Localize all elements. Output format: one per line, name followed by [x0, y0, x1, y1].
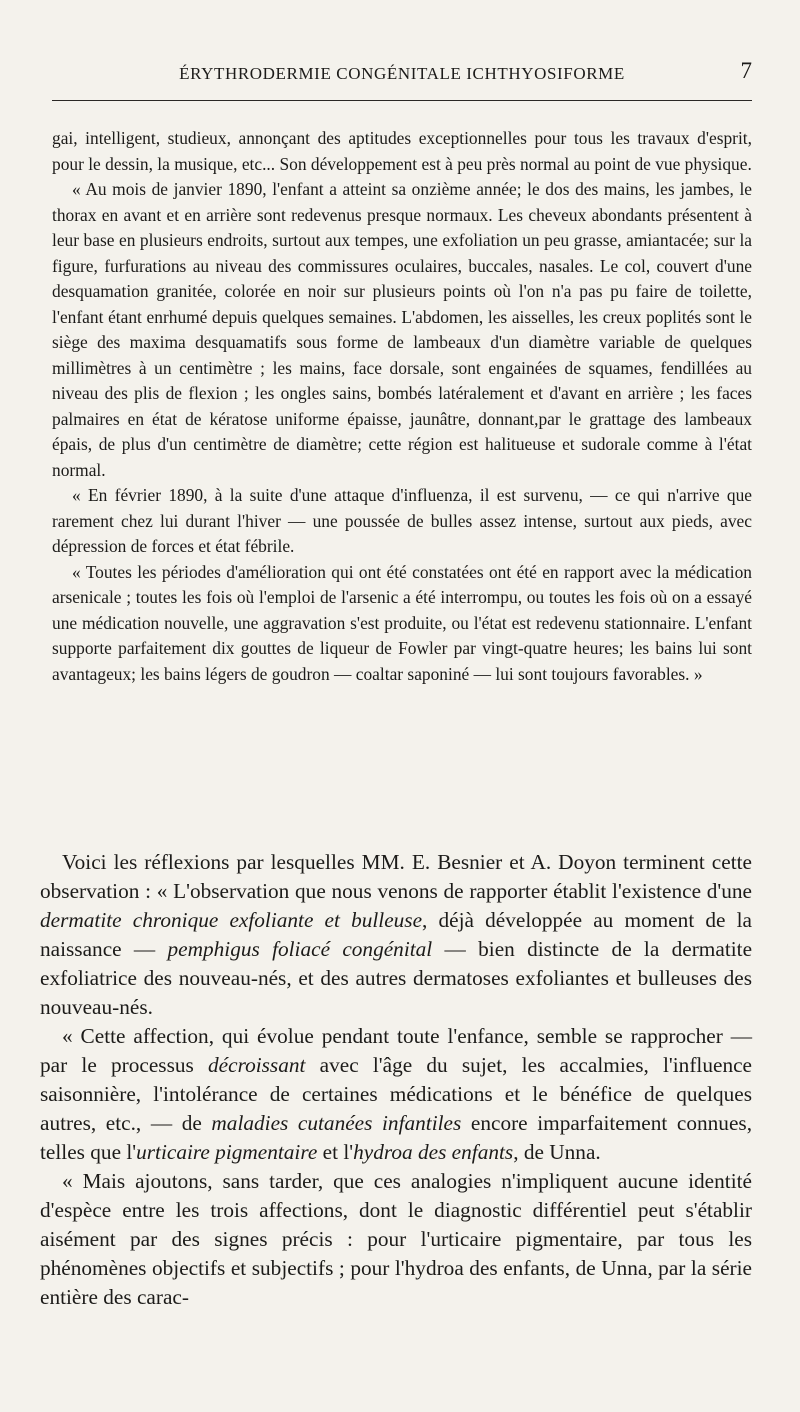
italic-term: pemphigus foliacé congénital — [167, 937, 433, 961]
text-run: , de Unna. — [513, 1140, 601, 1164]
paragraph: gai, intelligent, studieux, annonçant des aptitudes exceptionnelles pour tous les travaux d'esprit, pour le dessin, la musique, etc... Son développement est à peu près normal au point de vue physique. — [52, 128, 752, 174]
italic-term: dermatite chronique exfoliante et bulleuse — [40, 908, 423, 932]
italic-term: décroissant — [208, 1053, 306, 1077]
quoted-observation — [52, 126, 752, 687]
italic-term: urticaire pigmentaire — [136, 1140, 318, 1164]
paragraph: « Toutes les périodes d'amélioration qui ont été constatées ont été en rapport avec la médication arsenicale ; toutes les fois où l'emploi de l'arsenic a été interrompu, ou toutes les fois où on a essayé une médication nouvelle, une aggravation s'est produite, ou l'état est redevenu stationnaire. L'enfant supporte parfaitement dix gouttes de liqueur de Fowler par vingt-quatre heures; les bains lui sont avantageux; les bains légers de goudron — coaltar saponiné — lui sont toujours favorables. » — [52, 561, 752, 684]
text-run: « Cette affection, qui évolue pendant toute l'enfance, semble se rapprocher — par le processus — [40, 1024, 752, 1077]
running-title: ÉRYTHRODERMIE CONGÉNITALE ICHTHYOSIFORME — [179, 64, 625, 83]
italic-term: hydroa des enfants — [353, 1140, 514, 1164]
paragraph: « Mais ajoutons, sans tarder, que ces analogies n'impliquent aucune identité d'espèce entre les trois affections, dont le diagnostic différentiel peut s'établir aisément par des signes précis : pour l'urticaire pigmentaire, par tous les phénomènes objectifs et subjectifs ; pour l'hydroa des enfants, de Unna, par la série entière des carac- — [40, 1169, 752, 1309]
text-run: avec l'âge du sujet, les accalmies, l'influence saisonnière, l'intolérance de certaines médications et le bénéfice de quelques autres, etc., — de — [40, 1053, 752, 1135]
paragraph: « Au mois de janvier 1890, l'enfant a atteint sa onzième année; le dos des mains, les jambes, le thorax en avant et en arrière sont redevenus presque normaux. Les cheveux abondants présentent à leur base en plusieurs endroits, surtout aux tempes, une exfoliation un peu grasse, amiantacée; sur la figure, furfurations au niveau des commissures oculaires, buccales, nasales. Le col, couvert d'une desquamation granitée, colorée en noir sur plusieurs points où l'on n'a pas pu faire de toilette, l'enfant étant enrhumé depuis quelques semaines. L'abdomen, les aisselles, les creux poplités sont le siège des maxima desquamatifs sous forme de lambeaux d'un diamètre variable de quelques millimètres à un centimètre ; les mains, face dorsale, sont engainées de squames, fendillées au niveau des plis de flexion ; les ongles sains, bombés latéralement et d'avant en arrière ; les faces palmaires en état de kératose uniforme épaisse, jaunâtre, donnant,par le grattage des lambeaux épais, de plus d'un centimètre de diamètre; cette région est halitueuse et sudorale comme à l'état normal. — [52, 179, 752, 480]
header-rule — [52, 100, 752, 101]
text-run: — bien distincte de la dermatite exfoliatrice des nouveau-nés, et des autres dermatoses exfoliantes et bulleuses des nouveau-nés. — [40, 937, 753, 1019]
text-run: Voici les réflexions par lesquelles MM. E. Besnier et A. Doyon terminent cette observation : « L'observation que nous venons de rapporter établit l'existence d'une — [40, 850, 752, 903]
page-number: 7 — [740, 58, 752, 83]
text-run: encore imparfaitement connues, telles que l' — [40, 1111, 753, 1164]
italic-term: maladies cutanées infantiles — [211, 1111, 462, 1135]
running-head — [52, 58, 752, 88]
commentary — [40, 848, 752, 1312]
text-run: , déjà développée au moment de la naissance — — [40, 908, 752, 961]
paragraph — [40, 848, 752, 1022]
paragraph: « En février 1890, à la suite d'une attaque d'influenza, il est survenu, — ce qui n'arrive que rarement chez lui durant l'hiver — une poussée de bulles assez intense, surtout aux pieds, avec dépression de forces et état fébrile. — [52, 485, 752, 556]
text-run: et l' — [317, 1140, 354, 1164]
paragraph — [40, 1022, 752, 1167]
